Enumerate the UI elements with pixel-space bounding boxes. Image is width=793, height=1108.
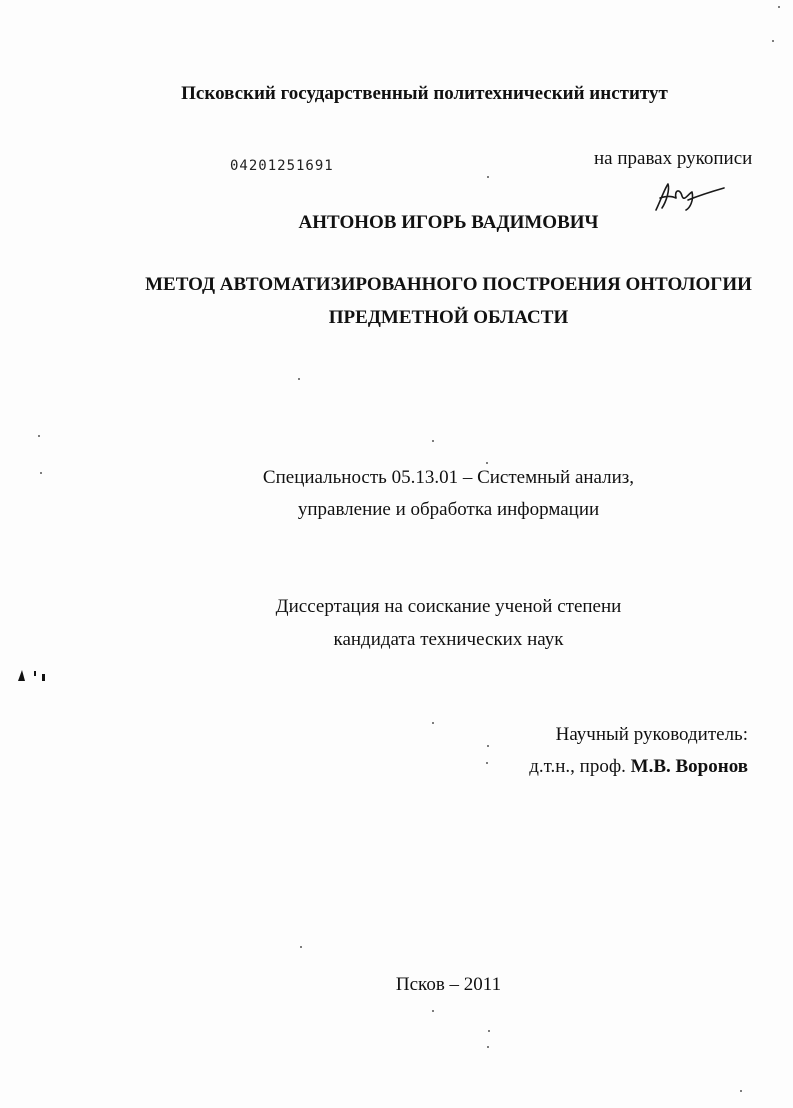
archive-number: 04201251691 bbox=[230, 158, 334, 174]
scan-dust bbox=[38, 435, 40, 437]
supervisor-credentials bbox=[529, 756, 748, 778]
dissertation-title-line-1: МЕТОД АВТОМАТИЗИРОВАННОГО ПОСТРОЕНИЯ ОНТОЛОГИИ bbox=[145, 274, 752, 295]
scan-dust bbox=[486, 462, 488, 464]
scan-dust bbox=[487, 1046, 489, 1048]
scan-dust bbox=[486, 762, 488, 764]
scan-dust bbox=[487, 176, 489, 178]
scan-dust bbox=[432, 1010, 434, 1012]
scan-dust bbox=[740, 1090, 742, 1092]
scan-dust bbox=[772, 40, 774, 42]
signature-icon bbox=[650, 180, 730, 216]
supervisor-title: д.т.н., проф. bbox=[529, 756, 631, 777]
degree-line-2: кандидата технических наук bbox=[333, 629, 564, 650]
scan-dust bbox=[432, 440, 434, 442]
city-year: Псков – 2011 bbox=[395, 974, 502, 995]
scan-dust bbox=[432, 722, 434, 724]
manuscript-rights-note: на правах рукописи bbox=[594, 148, 753, 169]
scan-dust bbox=[300, 946, 302, 948]
dissertation-title-line-2: ПРЕДМЕТНОЙ ОБЛАСТИ bbox=[328, 307, 569, 328]
specialty-line-1: Специальность 05.13.01 – Системный анализ, bbox=[262, 467, 635, 488]
scan-mark-icon bbox=[16, 668, 50, 682]
scan-dust bbox=[298, 378, 300, 380]
specialty-line-2: управление и обработка информации bbox=[297, 499, 600, 520]
author-name: АНТОНОВ ИГОРЬ ВАДИМОВИЧ bbox=[298, 212, 599, 233]
degree-line-1: Диссертация на соискание ученой степени bbox=[275, 596, 622, 617]
scan-dust bbox=[40, 472, 42, 474]
supervisor-name: М.В. Воронов bbox=[630, 756, 748, 777]
supervisor-label: Научный руководитель: bbox=[555, 724, 748, 745]
scan-dust bbox=[778, 6, 780, 8]
scan-dust bbox=[487, 745, 489, 747]
scan-dust bbox=[488, 1030, 490, 1032]
institute-name: Псковский государственный политехнический институт bbox=[181, 83, 668, 104]
